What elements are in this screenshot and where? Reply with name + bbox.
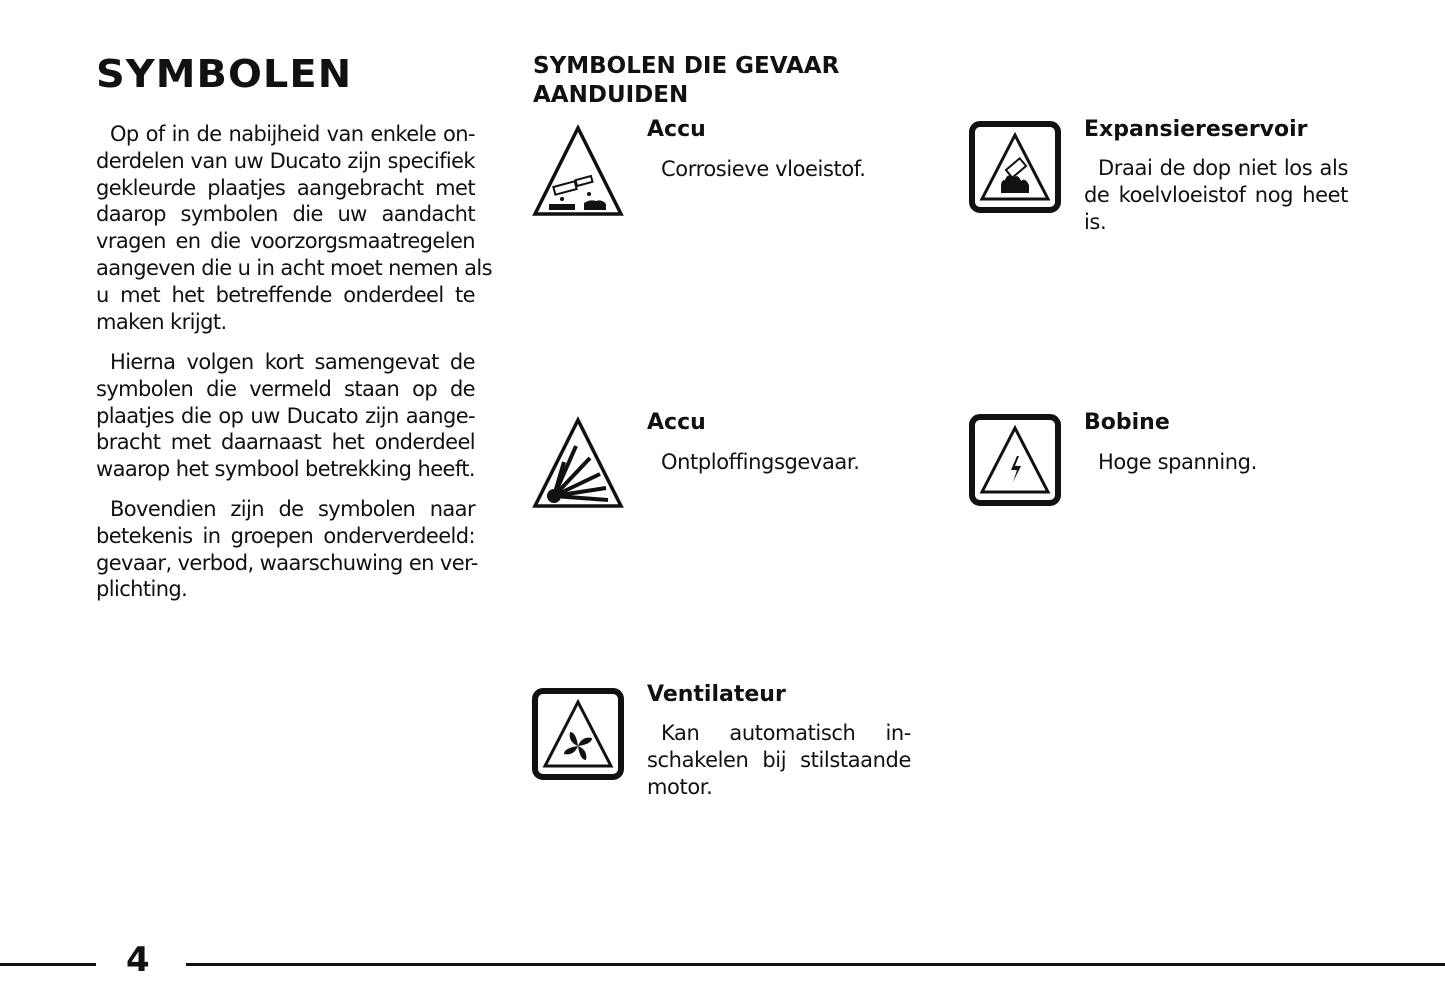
symbol-description: Ontploffingsgevaar.: [661, 450, 860, 474]
text-line: symbolen die vermeld staan op de: [96, 376, 475, 401]
text-line: plichting.: [96, 577, 188, 602]
text-line: u met het betreffende onderdeel te: [96, 282, 475, 307]
symbol-title: Bobine: [1084, 410, 1170, 435]
text-line: vragen en die voorzorgsmaatregelen: [96, 229, 475, 254]
page-title: SYMBOLEN: [96, 52, 353, 96]
fan-icon: [532, 688, 624, 780]
text-line: Hierna volgen kort samengevat de: [110, 350, 475, 374]
symbol-item: [1084, 410, 1257, 476]
intro-paragraph: [96, 121, 492, 335]
text-line: motor.: [647, 774, 713, 799]
text-line: Bovendien zijn de symbolen naar: [110, 497, 475, 521]
symbol-description: [647, 720, 911, 800]
text-line: is.: [1084, 209, 1107, 234]
text-line: de koelvloeistof nog heet: [1084, 182, 1348, 207]
section-subtitle: [533, 52, 839, 110]
text-line: betekenis in groepen onderverdeeld:: [96, 523, 475, 548]
symbol-title: Accu: [647, 117, 706, 142]
text-line: aangeven die u in acht moet nemen als: [96, 255, 492, 280]
symbol-item: [647, 410, 859, 476]
symbol-title: Ventilateur: [647, 682, 786, 707]
text-line: gevaar, verbod, waarschuwing en ver-: [96, 550, 478, 575]
symbol-item: [647, 682, 911, 800]
symbol-description: [1084, 155, 1348, 235]
text-line: derdelen van uw Ducato zijn specifiek: [96, 148, 475, 173]
footer-rule-left: [0, 963, 96, 966]
text-line: plaatjes die op uw Ducato zijn aange-: [96, 403, 475, 428]
explosion-icon: [532, 416, 624, 508]
subtitle-line: AANDUIDEN: [533, 82, 689, 108]
symbol-title: Expansiereservoir: [1084, 117, 1308, 142]
text-line: daarop symbolen die uw aandacht: [96, 202, 475, 227]
text-line: waarop het symbool betrekking heeft.: [96, 457, 475, 482]
text-line: Draai de dop niet los als: [1098, 156, 1348, 180]
corrosive-icon: [532, 124, 624, 216]
text-line: bracht met daarnaast het onderdeel: [96, 430, 475, 455]
subtitle-line: SYMBOLEN DIE GEVAAR: [533, 53, 840, 79]
text-line: maken krijgt.: [96, 309, 227, 334]
intro-paragraph: [96, 349, 475, 483]
symbol-item: [647, 117, 866, 183]
text-line: gekleurde plaatjes aangebracht met: [96, 175, 475, 200]
hot-coolant-icon: [969, 121, 1061, 213]
symbol-description: Corrosieve vloeistof.: [661, 157, 866, 181]
high-voltage-icon: [969, 414, 1061, 506]
text-line: Kan automatisch in-: [661, 721, 911, 745]
symbol-description: Hoge spanning.: [1098, 450, 1257, 474]
intro-paragraph: [96, 496, 478, 603]
footer-rule-right: [186, 963, 1445, 966]
text-line: Op of in de nabijheid van enkele on-: [110, 122, 475, 146]
text-line: schakelen bij stilstaande: [647, 747, 911, 772]
symbol-title: Accu: [647, 410, 706, 435]
symbol-item: [1084, 117, 1348, 235]
page-number: 4: [126, 940, 150, 980]
